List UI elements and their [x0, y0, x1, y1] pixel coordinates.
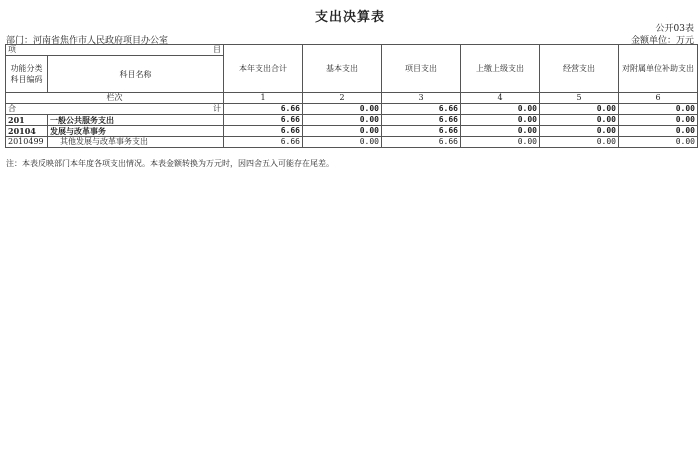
total-value: 6.66 — [224, 104, 303, 115]
row-value: 6.66 — [382, 115, 461, 126]
row-value: 0.00 — [303, 137, 382, 148]
col-header-operating: 经营支出 — [540, 45, 619, 93]
col-header-subsidy: 对附属单位补助支出 — [619, 45, 698, 93]
func-code-header: 功能分类科目编码 — [6, 56, 48, 93]
corner-left-label: 项 — [8, 45, 16, 54]
col-index: 6 — [619, 93, 698, 104]
row-name: 发展与改革事务 — [48, 126, 224, 137]
total-left-label: 合 — [8, 104, 16, 113]
table-row — [6, 137, 698, 148]
col-index: 1 — [224, 93, 303, 104]
col-index: 5 — [540, 93, 619, 104]
col-header-total: 本年支出合计 — [224, 45, 303, 93]
subject-name-header: 科目名称 — [48, 56, 224, 93]
row-name: 一般公共服务支出 — [48, 115, 224, 126]
row-value: 0.00 — [540, 115, 619, 126]
corner-right-label: 目 — [213, 45, 221, 54]
col-index-label: 栏次 — [6, 93, 224, 104]
unit-label: 金额单位：万元 — [630, 36, 694, 46]
row-value: 0.00 — [619, 115, 698, 126]
department-label: 部门：河南省焦作市人民政府项目办公室 — [6, 36, 169, 46]
total-value: 0.00 — [461, 104, 540, 115]
col-index: 4 — [461, 93, 540, 104]
total-label-cell — [6, 104, 224, 115]
total-value: 0.00 — [303, 104, 382, 115]
row-value: 0.00 — [461, 137, 540, 148]
row-value: 0.00 — [540, 137, 619, 148]
row-value: 0.00 — [461, 115, 540, 126]
row-value: 0.00 — [461, 126, 540, 137]
total-value: 0.00 — [619, 104, 698, 115]
form-number: 公开03表 — [655, 24, 694, 34]
col-header-project: 项目支出 — [382, 45, 461, 93]
corner-cell — [6, 45, 224, 56]
row-value: 6.66 — [382, 126, 461, 137]
row-value: 0.00 — [619, 137, 698, 148]
col-header-upper: 上缴上级支出 — [461, 45, 540, 93]
row-code: 20104 — [6, 126, 48, 137]
expenditure-table — [5, 44, 698, 148]
row-value: 6.66 — [224, 126, 303, 137]
row-code: 2010499 — [6, 137, 48, 148]
row-value: 0.00 — [540, 126, 619, 137]
footnote: 注：本表反映部门本年度各项支出情况。本表金额转换为万元时，因四舍五入可能存在尾差。 — [6, 159, 334, 168]
page-title: 支出决算表 — [314, 10, 385, 25]
col-index: 2 — [303, 93, 382, 104]
row-value: 0.00 — [303, 115, 382, 126]
row-value: 6.66 — [382, 137, 461, 148]
total-value: 0.00 — [540, 104, 619, 115]
row-value: 0.00 — [619, 126, 698, 137]
row-value: 6.66 — [224, 115, 303, 126]
row-code: 201 — [6, 115, 48, 126]
col-header-basic: 基本支出 — [303, 45, 382, 93]
row-name: 其他发展与改革事务支出 — [48, 137, 224, 148]
table-row — [6, 115, 698, 126]
total-right-label: 计 — [213, 104, 221, 113]
total-row — [6, 104, 698, 115]
row-value: 6.66 — [224, 137, 303, 148]
column-index-row — [6, 93, 698, 104]
total-value: 6.66 — [382, 104, 461, 115]
table-row — [6, 126, 698, 137]
header-row-corner — [6, 45, 698, 56]
row-value: 0.00 — [303, 126, 382, 137]
col-index: 3 — [382, 93, 461, 104]
